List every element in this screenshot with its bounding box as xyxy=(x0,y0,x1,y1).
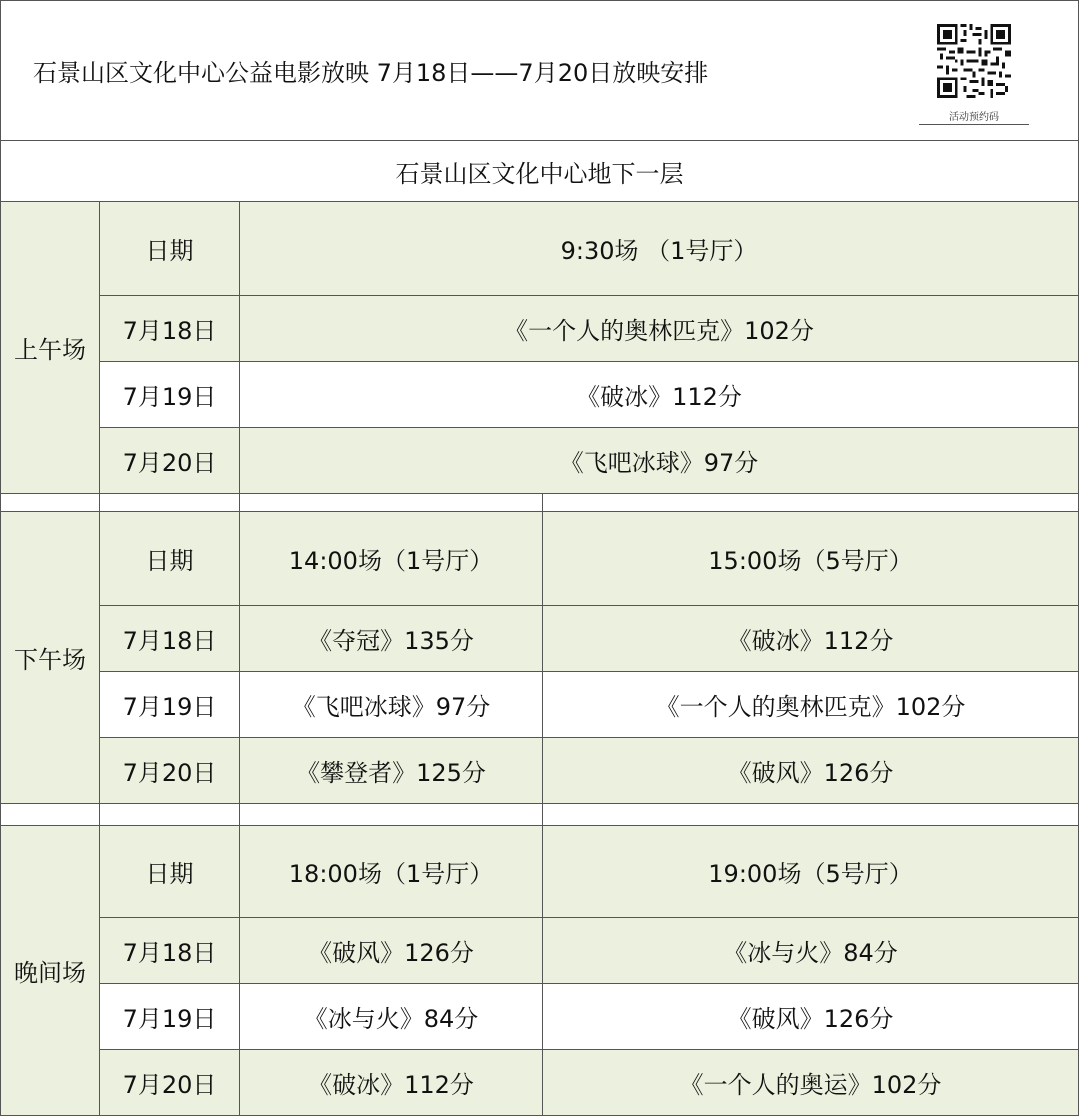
slot-header-text: 15:00场（5号厅） xyxy=(708,547,913,575)
spacer-cell xyxy=(0,494,100,512)
date-cell xyxy=(100,1050,240,1116)
date-header-text: 日期 xyxy=(145,547,194,575)
date-text: 7月19日 xyxy=(122,1005,217,1033)
film-cell xyxy=(543,606,1079,672)
date-text: 7月19日 xyxy=(122,383,217,411)
date-header xyxy=(100,512,240,606)
film-cell xyxy=(543,672,1079,738)
date-text: 7月19日 xyxy=(122,693,217,721)
film-cell xyxy=(240,428,1079,494)
date-header-text: 日期 xyxy=(145,237,194,265)
slot-header-evening-2 xyxy=(543,826,1079,918)
film-text: 《破冰》112分 xyxy=(308,1071,474,1099)
film-text: 《破风》126分 xyxy=(727,759,894,787)
film-text: 《飞吧冰球》97分 xyxy=(559,449,759,477)
slot-header-afternoon-2 xyxy=(543,512,1079,606)
date-text: 7月18日 xyxy=(122,317,217,345)
session-label-evening xyxy=(0,826,100,1116)
date-cell xyxy=(100,984,240,1050)
date-cell xyxy=(100,362,240,428)
film-cell xyxy=(240,984,543,1050)
slot-header-text: 19:00场（5号厅） xyxy=(708,860,913,888)
film-cell xyxy=(543,738,1079,804)
slot-header-afternoon-1 xyxy=(240,512,543,606)
date-header xyxy=(100,826,240,918)
venue-row xyxy=(0,141,1079,202)
spacer-cell xyxy=(240,804,543,826)
date-header xyxy=(100,202,240,296)
film-cell xyxy=(240,918,543,984)
film-text: 《破风》126分 xyxy=(308,939,474,967)
qr-code-icon[interactable] xyxy=(937,24,1011,98)
spacer-cell xyxy=(543,804,1079,826)
slot-header-text: 18:00场（1号厅） xyxy=(288,860,494,888)
slot-header-evening-1 xyxy=(240,826,543,918)
date-text: 7月20日 xyxy=(122,1071,217,1099)
film-cell xyxy=(240,738,543,804)
film-text: 《冰与火》84分 xyxy=(723,939,898,967)
film-text: 《一个人的奥林匹克》102分 xyxy=(655,693,966,721)
spacer-cell xyxy=(0,804,100,826)
film-text: 《破冰》112分 xyxy=(576,383,742,411)
spacer-cell xyxy=(543,494,1079,512)
date-cell xyxy=(100,428,240,494)
film-text: 《破风》126分 xyxy=(727,1005,894,1033)
film-text: 《破冰》112分 xyxy=(727,627,894,655)
film-cell xyxy=(543,1050,1079,1116)
film-text: 《一个人的奥林匹克》102分 xyxy=(504,317,814,345)
film-cell xyxy=(240,1050,543,1116)
session-label-text: 上午场 xyxy=(14,336,86,364)
page-title-text: 石景山区文化中心公益电影放映 7月18日——7月20日放映安排 xyxy=(33,59,709,87)
session-label-text: 下午场 xyxy=(14,646,86,674)
film-text: 《一个人的奥运》102分 xyxy=(679,1071,942,1099)
date-cell xyxy=(100,606,240,672)
film-cell xyxy=(240,606,543,672)
film-text: 《攀登者》125分 xyxy=(296,759,486,787)
spacer-cell xyxy=(100,804,240,826)
film-cell xyxy=(543,918,1079,984)
film-text: 《冰与火》84分 xyxy=(303,1005,479,1033)
date-cell xyxy=(100,738,240,804)
spacer-cell xyxy=(240,494,543,512)
date-text: 7月18日 xyxy=(122,627,217,655)
film-text: 《飞吧冰球》97分 xyxy=(291,693,491,721)
qr-code-caption: 活动预约码 xyxy=(919,108,1029,125)
date-cell xyxy=(100,672,240,738)
spacer-cell xyxy=(100,494,240,512)
film-cell xyxy=(543,984,1079,1050)
date-text: 7月20日 xyxy=(122,759,217,787)
slot-header-text: 14:00场（1号厅） xyxy=(288,547,494,575)
date-text: 7月20日 xyxy=(122,449,217,477)
date-text: 7月18日 xyxy=(122,939,217,967)
film-cell xyxy=(240,362,1079,428)
film-text: 《夺冠》135分 xyxy=(308,627,474,655)
session-label-text: 晚间场 xyxy=(14,959,86,987)
film-cell xyxy=(240,672,543,738)
slot-header-text: 9:30场 （1号厅） xyxy=(560,237,758,265)
session-label-morning xyxy=(0,202,100,494)
date-cell xyxy=(100,918,240,984)
date-header-text: 日期 xyxy=(145,860,194,888)
date-cell xyxy=(100,296,240,362)
session-label-afternoon xyxy=(0,512,100,804)
venue-label: 石景山区文化中心地下一层 xyxy=(395,159,684,188)
qr-code-block[interactable] xyxy=(918,24,1030,128)
film-cell xyxy=(240,296,1079,362)
slot-header-morning xyxy=(240,202,1079,296)
